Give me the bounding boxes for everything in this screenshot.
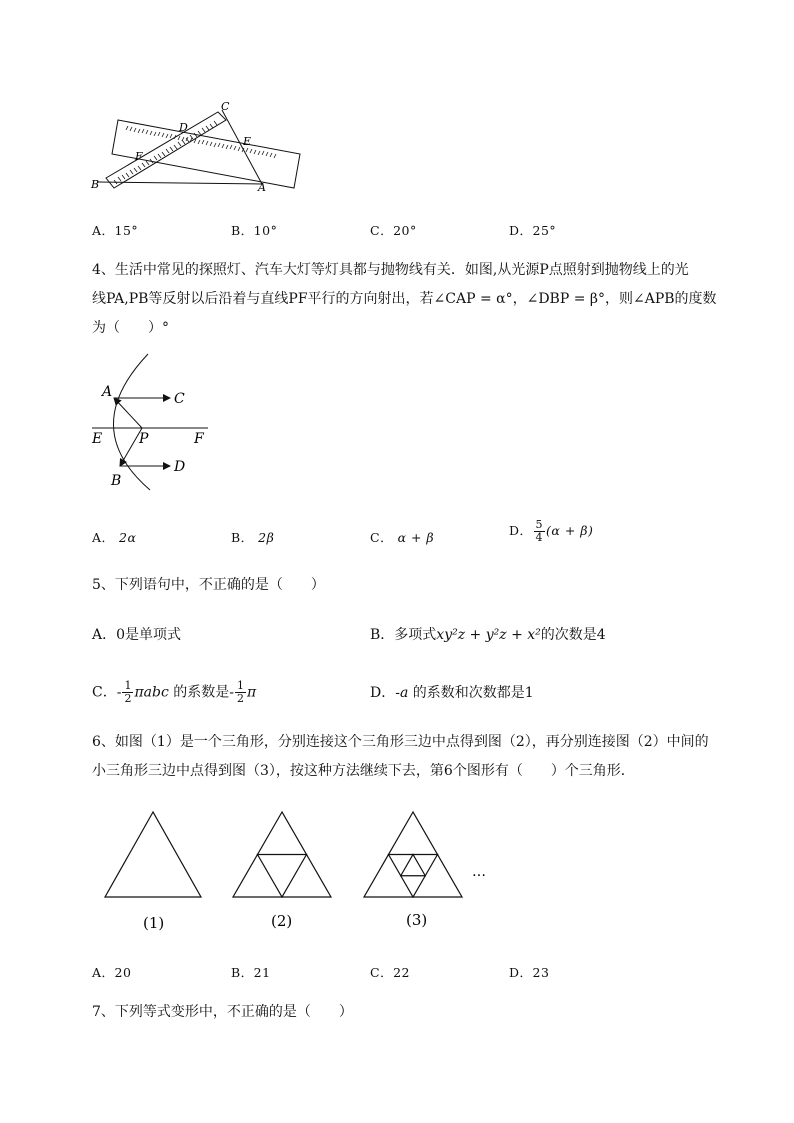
q6-line-1: 6、如图（1）是一个三角形，分别连接这个三角形三边中点得到图（2），再分别连接图（2）中间的 [92,734,709,750]
label-a: A [102,384,113,400]
q6-option-c[interactable]: C．22 [370,965,410,980]
q4-option-a[interactable]: A． 2α [92,530,137,545]
ruler-diagonal [106,112,226,188]
figure-3-label: (3) [406,911,428,929]
q4-option-d-fraction: $\frac{5}{4}$ [535,518,544,544]
figure-2-triangles [233,812,331,897]
segment-ac [222,110,262,184]
q4-option-c-math: α + β [397,530,435,545]
parabola-curve [113,354,150,490]
figure-1-label: (1) [143,914,165,932]
q5-option-d-math: a [399,685,409,701]
label-a: A [258,181,266,194]
ellipsis: … [472,864,486,880]
q4-line-2: 线PA,PB等反射以后沿着与直线PF平行的方向射出，若∠CAP = α°，∠DBP = β°，则∠APB的度数 [92,291,717,307]
figure-2-label: (2) [271,912,293,930]
q6-line-2: 小三角形三边中点得到图（3），按这种方法继续下去，第6个图形有（ ）个三角形． [92,763,635,779]
q3-option-b[interactable]: B．10° [231,223,278,238]
q6-question [92,728,742,786]
q4-parabola-figure [88,350,218,492]
label-e: E [92,431,103,447]
q4-question [92,256,742,343]
label-b: B [111,473,122,489]
figure-1-triangle [105,812,201,897]
q5-option-c-fraction-2: $\frac{1}{2}$ [237,679,244,705]
label-d: D [179,121,188,134]
label-f: F [135,150,143,163]
q7-question: 7、下列等式变形中，不正确的是（ ） [92,1004,353,1020]
q5-option-d[interactable]: D．-a 的系数和次数都是1 [370,685,534,701]
q5-option-c-fraction-1: $\frac{1}{2}$ [124,679,132,705]
q4-option-c[interactable]: C． α + β [370,530,435,545]
ray-pa [114,398,142,428]
q5-option-b-math: xy²z + y²z + x² [436,627,541,643]
label-b: B [91,178,100,191]
label-d: D [174,459,186,475]
q4-option-a-math: 2α [119,530,137,545]
q4-option-d-math: (α + β) [546,523,594,538]
q4-line-1: 4、生活中常见的探照灯、汽车大灯等灯具都与抛物线有关．如图,从光源P点照射到抛物线上的光 [92,262,689,278]
q6-triangles-figure [100,806,500,936]
label-e: E [243,135,252,148]
q5-option-c-math: πabc [134,684,169,701]
q4-option-d[interactable]: D． $\frac{5}{4}$ (α + β) [509,518,594,544]
q5-question: 5、下列语句中，不正确的是（ ） [92,577,325,593]
figure-3-triangles [364,812,462,897]
label-c: C [221,100,230,113]
q3-option-a[interactable]: A．15° [92,223,139,238]
q3-ruler-figure [88,96,308,194]
q6-option-d[interactable]: D．23 [509,965,550,980]
q3-option-c[interactable]: C．20° [370,223,417,238]
label-c: C [174,391,185,407]
q4-option-b[interactable]: B． 2β [231,530,275,545]
q6-option-b[interactable]: B．21 [231,965,271,980]
q5-option-b[interactable]: B．多项式xy²z + y²z + x²的次数是4 [370,627,606,643]
q5-option-a[interactable]: A．0是单项式 [92,627,182,643]
q6-option-a[interactable]: A．20 [92,965,132,980]
q4-option-b-math: 2β [258,530,275,545]
label-f: F [194,431,204,447]
q5-option-c[interactable]: C．- $\frac{1}{2}$ πabc 的系数是- $\frac{1}{2}$ π [92,679,257,705]
q3-option-d[interactable]: D．25° [509,223,557,238]
label-p: P [139,431,149,447]
q4-line-3: 为（ ）° [92,320,169,336]
